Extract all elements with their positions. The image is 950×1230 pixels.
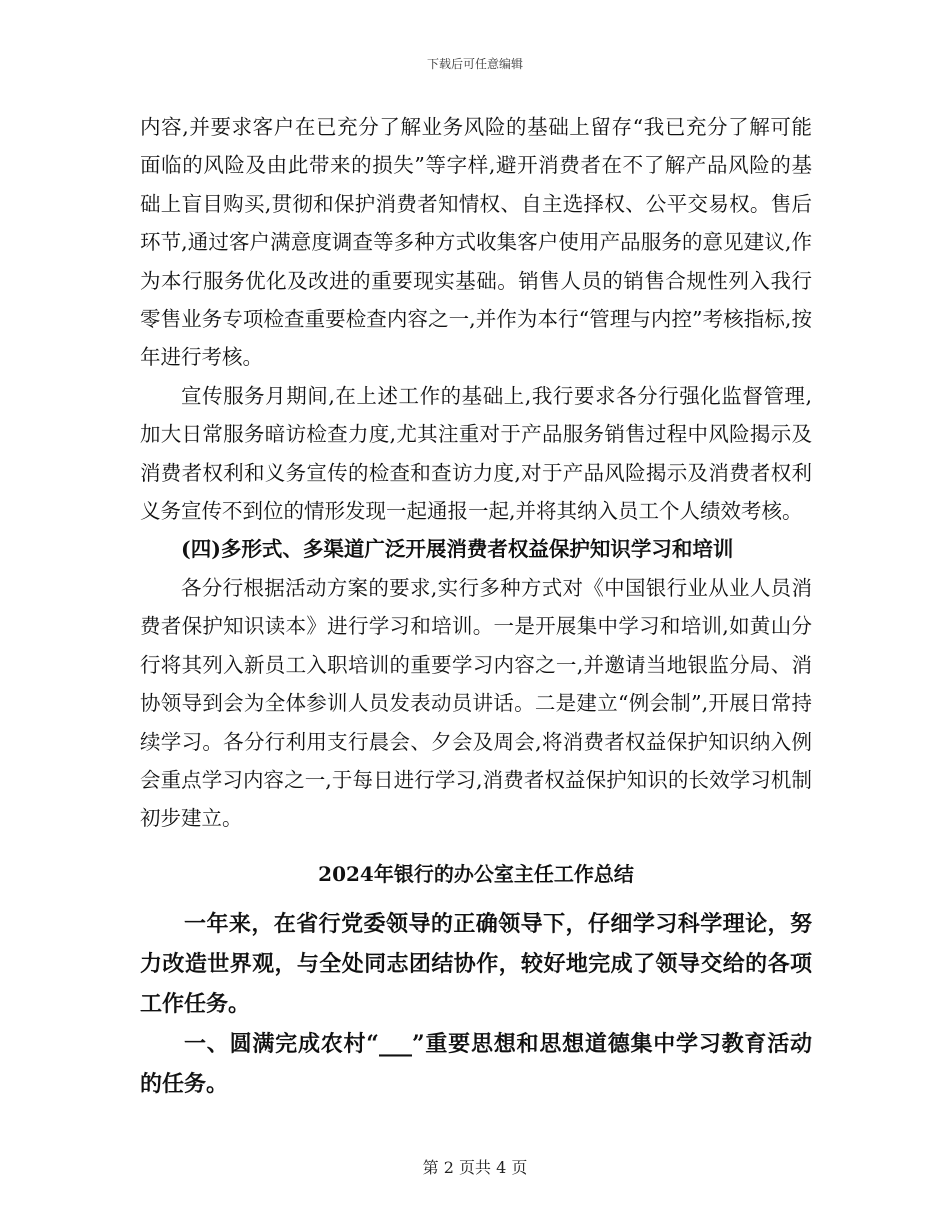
page-header: 下载后可任意编辑: [426, 57, 523, 71]
paragraph-training: 各分行根据活动方案的要求,实行多种方式对《中国银行业从业人员消费者保护知识读本》进行学习和培训。一是开展集中学习和培训,如黄山分行将其列入新员工入职培训的重要学习内容之一,并邀请当地银监分局、消协领导到会为全体参训人员发表动员讲话。二是建立“例会制”,开展日常持续学习。各分行利用支行晨会、夕会及周会,将消费者权益保护知识纳入例会重点学习内容之一,于每日进行学习,消费者权益保护知识的长效学习机制初步建立。: [140, 575, 812, 831]
paragraph-continuation: 内容,并要求客户在已充分了解业务风险的基础上留存“我已充分了解可能面临的风险及由此带来的损失”等字样,避开消费者在不了解产品风险的基础上盲目购买,贯彻和保护消费者知情权、自主选择权、公平交易权。售后环节,通过客户满意度调查等多种方式收集客户使用产品服务的意见建议,作为本行服务优化及改进的重要现实基础。销售人员的销售合规性列入我行零售业务专项检查重要检查内容之一,并作为本行“管理与内控”考核指标,按年进行考核。: [140, 115, 812, 370]
document-body: [140, 108, 812, 1104]
page-number: 第 2 页共 4 页: [422, 1158, 528, 1177]
document-title: 2024年银行的办公室主任工作总结: [318, 861, 634, 886]
intro-paragraph: 一年来，在省行党委领导的正确领导下，仔细学习科学理论，努力改造世界观，与全处同志团结协作，较好地完成了领导交给的各项工作任务。: [140, 910, 812, 1017]
paragraph-publicity-month: 宣传服务月期间,在上述工作的基础上,我行要求各分行强化监督管理,加大日常服务暗访检查力度,尤其注重对于产品服务销售过程中风险揭示及消费者权利和义务宣传的检查和查访力度,对于产品风险揭示及消费者权利义务宣传不到位的情形发现一起通报一起,并将其纳入员工个人绩效考核。: [140, 383, 812, 524]
section-heading-1: 一、圆满完成农村“___”重要思想和思想道德集中学习教育活动的任务。: [140, 1030, 812, 1097]
section-heading-4: (四)多形式、多渠道广泛开展消费者权益保护知识学习和培训: [181, 537, 734, 562]
